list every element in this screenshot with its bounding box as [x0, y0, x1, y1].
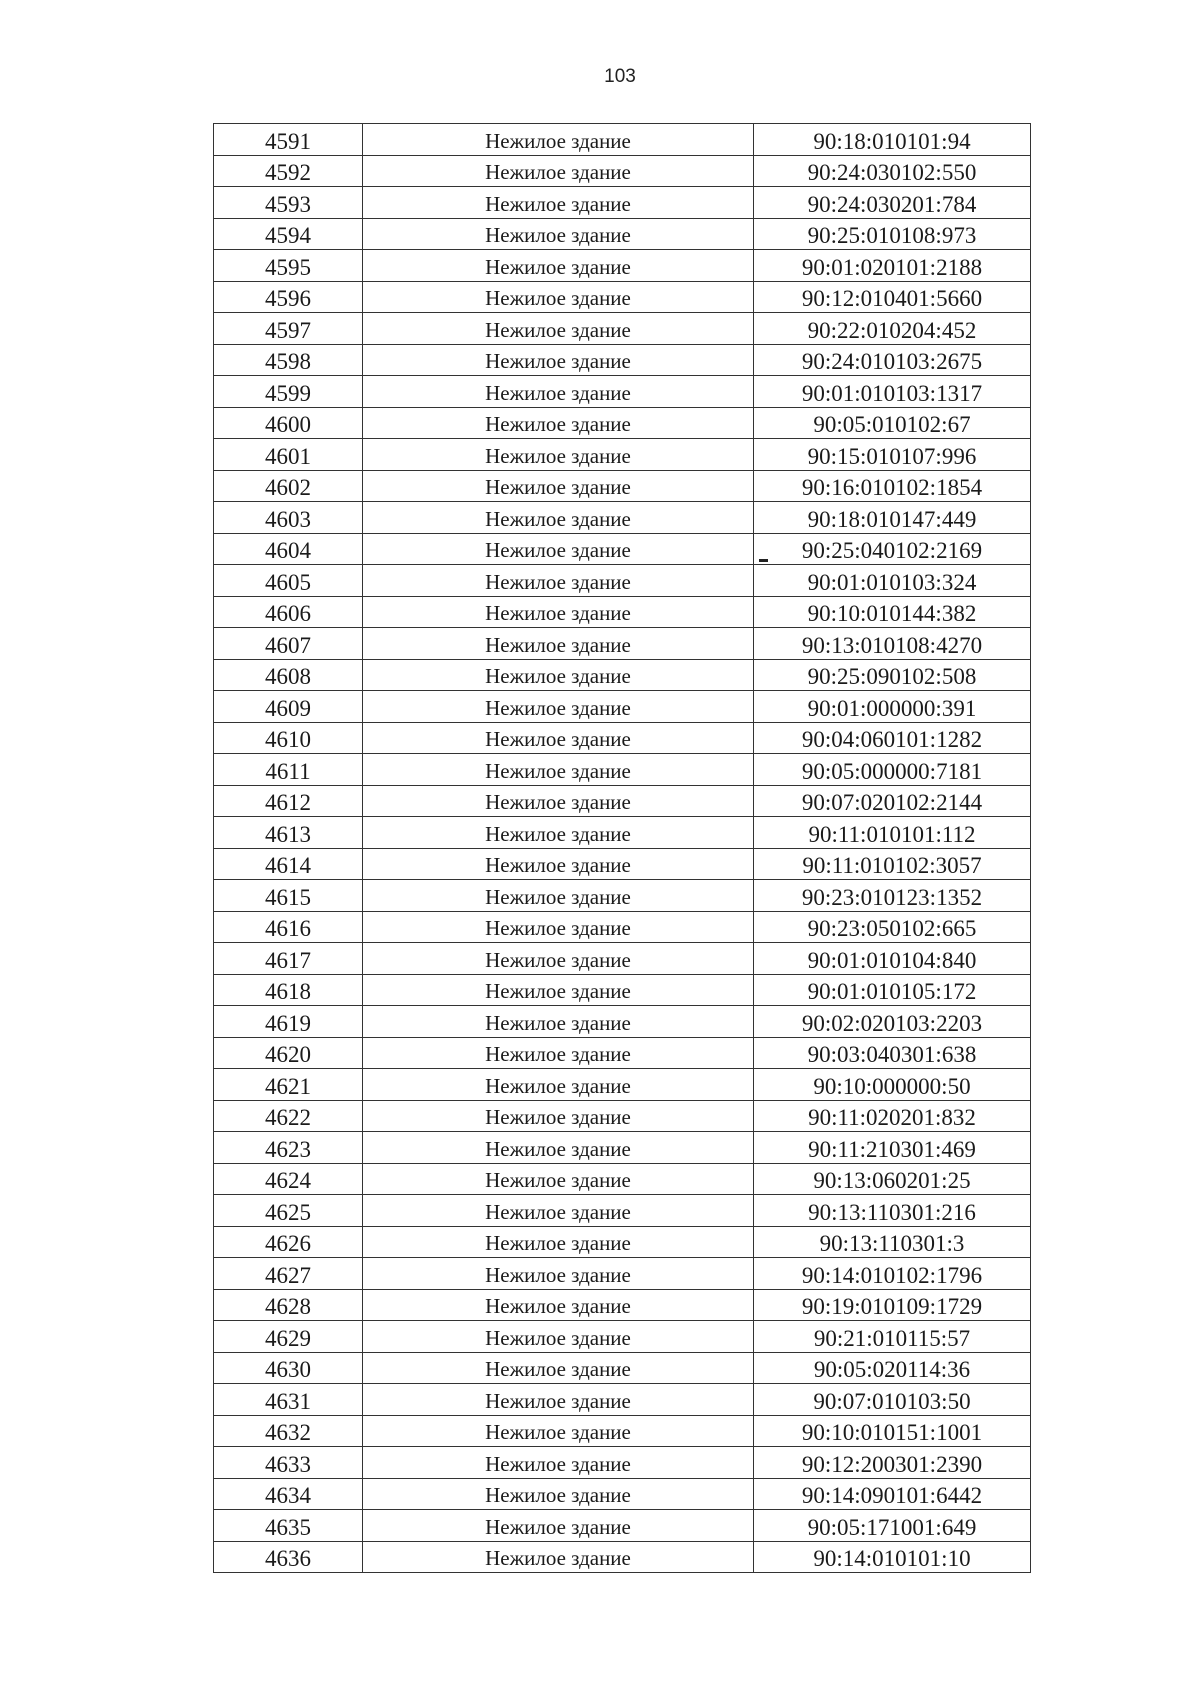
cadastral-number-cell: 90:19:010109:1729 — [754, 1289, 1031, 1321]
cadastral-number-cell: 90:01:010104:840 — [754, 943, 1031, 975]
row-number-cell: 4606 — [214, 596, 363, 628]
table-row — [214, 1006, 1031, 1038]
cadastral-number-cell: 90:13:010108:4270 — [754, 628, 1031, 660]
cadastral-number-cell: 90:01:000000:391 — [754, 691, 1031, 723]
row-number-cell: 4630 — [214, 1352, 363, 1384]
table-row — [214, 187, 1031, 219]
table-row — [214, 691, 1031, 723]
cadastral-number-cell: 90:05:000000:7181 — [754, 754, 1031, 786]
object-name-cell: Нежилое здание — [363, 1447, 754, 1479]
table-row — [214, 880, 1031, 912]
object-name-cell: Нежилое здание — [363, 1289, 754, 1321]
cadastral-number-cell: 90:21:010115:57 — [754, 1321, 1031, 1353]
table-row — [214, 565, 1031, 597]
cadastral-number-cell: 90:16:010102:1854 — [754, 470, 1031, 502]
object-name-cell: Нежилое здание — [363, 1163, 754, 1195]
object-name-cell: Нежилое здание — [363, 1321, 754, 1353]
object-name-cell: Нежилое здание — [363, 250, 754, 282]
cadastral-number-cell: 90:11:210301:469 — [754, 1132, 1031, 1164]
row-number-cell: 4614 — [214, 848, 363, 880]
row-number-cell: 4632 — [214, 1415, 363, 1447]
row-number-cell: 4595 — [214, 250, 363, 282]
object-name-cell: Нежилое здание — [363, 596, 754, 628]
cadastral-number-cell: 90:05:010102:67 — [754, 407, 1031, 439]
row-number-cell: 4610 — [214, 722, 363, 754]
object-name-cell: Нежилое здание — [363, 974, 754, 1006]
row-number-cell: 4629 — [214, 1321, 363, 1353]
table-row — [214, 596, 1031, 628]
row-number-cell: 4634 — [214, 1478, 363, 1510]
cadastral-number-cell: 90:12:010401:5660 — [754, 281, 1031, 313]
table-row — [214, 785, 1031, 817]
cadastral-number-cell: 90:23:010123:1352 — [754, 880, 1031, 912]
cadastral-number-cell: 90:10:000000:50 — [754, 1069, 1031, 1101]
object-name-cell: Нежилое здание — [363, 565, 754, 597]
row-number-cell: 4624 — [214, 1163, 363, 1195]
object-name-cell: Нежилое здание — [363, 1195, 754, 1227]
row-number-cell: 4594 — [214, 218, 363, 250]
cadastral-number-cell: 90:13:110301:3 — [754, 1226, 1031, 1258]
object-name-cell: Нежилое здание — [363, 1352, 754, 1384]
table-row — [214, 1415, 1031, 1447]
table-row — [214, 533, 1031, 565]
object-name-cell: Нежилое здание — [363, 470, 754, 502]
table-row — [214, 1510, 1031, 1542]
row-number-cell: 4617 — [214, 943, 363, 975]
row-number-cell: 4602 — [214, 470, 363, 502]
registry-table — [213, 123, 1031, 1573]
row-number-cell: 4616 — [214, 911, 363, 943]
cadastral-number-cell: 90:25:090102:508 — [754, 659, 1031, 691]
cadastral-number-cell: 90:07:010103:50 — [754, 1384, 1031, 1416]
row-number-cell: 4628 — [214, 1289, 363, 1321]
object-name-cell: Нежилое здание — [363, 659, 754, 691]
table-row — [214, 218, 1031, 250]
row-number-cell: 4609 — [214, 691, 363, 723]
cadastral-number-cell: 90:13:060201:25 — [754, 1163, 1031, 1195]
object-name-cell: Нежилое здание — [363, 1037, 754, 1069]
row-number-cell: 4622 — [214, 1100, 363, 1132]
table-row — [214, 1132, 1031, 1164]
row-number-cell: 4591 — [214, 124, 363, 156]
object-name-cell: Нежилое здание — [363, 722, 754, 754]
object-name-cell: Нежилое здание — [363, 754, 754, 786]
row-number-cell: 4612 — [214, 785, 363, 817]
cadastral-number-cell: 90:02:020103:2203 — [754, 1006, 1031, 1038]
row-number-cell: 4627 — [214, 1258, 363, 1290]
row-number-cell: 4604 — [214, 533, 363, 565]
row-number-cell: 4608 — [214, 659, 363, 691]
table-row — [214, 376, 1031, 408]
row-number-cell: 4619 — [214, 1006, 363, 1038]
table-row — [214, 470, 1031, 502]
table-row — [214, 1289, 1031, 1321]
cadastral-number-cell: 90:25:040102:2169 — [754, 533, 1031, 565]
table-row — [214, 439, 1031, 471]
cadastral-number-cell: 90:05:171001:649 — [754, 1510, 1031, 1542]
object-name-cell: Нежилое здание — [363, 691, 754, 723]
table-row — [214, 1541, 1031, 1573]
row-number-cell: 4597 — [214, 313, 363, 345]
row-number-cell: 4621 — [214, 1069, 363, 1101]
object-name-cell: Нежилое здание — [363, 313, 754, 345]
object-name-cell: Нежилое здание — [363, 1132, 754, 1164]
cadastral-number-cell: 90:11:010102:3057 — [754, 848, 1031, 880]
cadastral-number-cell: 90:10:010151:1001 — [754, 1415, 1031, 1447]
cadastral-number-cell: 90:01:010103:324 — [754, 565, 1031, 597]
cadastral-number-cell: 90:01:010103:1317 — [754, 376, 1031, 408]
row-number-cell: 4636 — [214, 1541, 363, 1573]
table-row — [214, 250, 1031, 282]
cadastral-number-cell: 90:24:010103:2675 — [754, 344, 1031, 376]
table-row — [214, 1069, 1031, 1101]
cadastral-number-cell: 90:24:030102:550 — [754, 155, 1031, 187]
object-name-cell: Нежилое здание — [363, 187, 754, 219]
object-name-cell: Нежилое здание — [363, 1100, 754, 1132]
cadastral-number-cell: 90:07:020102:2144 — [754, 785, 1031, 817]
row-number-cell: 4611 — [214, 754, 363, 786]
table-row — [214, 502, 1031, 534]
table-row — [214, 1384, 1031, 1416]
object-name-cell: Нежилое здание — [363, 218, 754, 250]
object-name-cell: Нежилое здание — [363, 376, 754, 408]
row-number-cell: 4626 — [214, 1226, 363, 1258]
row-number-cell: 4605 — [214, 565, 363, 597]
table-row — [214, 659, 1031, 691]
table-row — [214, 628, 1031, 660]
object-name-cell: Нежилое здание — [363, 880, 754, 912]
object-name-cell: Нежилое здание — [363, 1510, 754, 1542]
object-name-cell: Нежилое здание — [363, 1478, 754, 1510]
row-number-cell: 4603 — [214, 502, 363, 534]
row-number-cell: 4613 — [214, 817, 363, 849]
cadastral-number-cell: 90:22:010204:452 — [754, 313, 1031, 345]
table-row — [214, 1321, 1031, 1353]
row-number-cell: 4615 — [214, 880, 363, 912]
object-name-cell: Нежилое здание — [363, 817, 754, 849]
object-name-cell: Нежилое здание — [363, 1006, 754, 1038]
table-row — [214, 943, 1031, 975]
table-row — [214, 1478, 1031, 1510]
registry-table-body — [214, 124, 1031, 1573]
table-row — [214, 1163, 1031, 1195]
table-row — [214, 1258, 1031, 1290]
object-name-cell: Нежилое здание — [363, 1069, 754, 1101]
object-name-cell: Нежилое здание — [363, 124, 754, 156]
object-name-cell: Нежилое здание — [363, 1384, 754, 1416]
object-name-cell: Нежилое здание — [363, 1226, 754, 1258]
table-row — [214, 1447, 1031, 1479]
row-number-cell: 4601 — [214, 439, 363, 471]
cadastral-number-cell: 90:14:010102:1796 — [754, 1258, 1031, 1290]
table-row — [214, 313, 1031, 345]
row-number-cell: 4599 — [214, 376, 363, 408]
row-number-cell: 4593 — [214, 187, 363, 219]
table-row — [214, 848, 1031, 880]
object-name-cell: Нежилое здание — [363, 1415, 754, 1447]
cadastral-number-cell: 90:23:050102:665 — [754, 911, 1031, 943]
table-row — [214, 817, 1031, 849]
cadastral-number-cell: 90:14:010101:10 — [754, 1541, 1031, 1573]
row-number-cell: 4620 — [214, 1037, 363, 1069]
object-name-cell: Нежилое здание — [363, 848, 754, 880]
row-number-cell: 4625 — [214, 1195, 363, 1227]
table-row — [214, 1037, 1031, 1069]
table-row — [214, 344, 1031, 376]
cadastral-number-cell: 90:13:110301:216 — [754, 1195, 1031, 1227]
cadastral-number-cell: 90:25:010108:973 — [754, 218, 1031, 250]
cadastral-number-cell: 90:24:030201:784 — [754, 187, 1031, 219]
object-name-cell: Нежилое здание — [363, 407, 754, 439]
cadastral-number-cell: 90:14:090101:6442 — [754, 1478, 1031, 1510]
cadastral-number-cell: 90:18:010147:449 — [754, 502, 1031, 534]
cadastral-number-cell: 90:01:020101:2188 — [754, 250, 1031, 282]
table-row — [214, 722, 1031, 754]
table-row — [214, 1226, 1031, 1258]
cadastral-number-cell: 90:11:010101:112 — [754, 817, 1031, 849]
object-name-cell: Нежилое здание — [363, 155, 754, 187]
object-name-cell: Нежилое здание — [363, 1258, 754, 1290]
cadastral-number-cell: 90:15:010107:996 — [754, 439, 1031, 471]
object-name-cell: Нежилое здание — [363, 344, 754, 376]
table-row — [214, 1352, 1031, 1384]
row-number-cell: 4633 — [214, 1447, 363, 1479]
cadastral-number-cell: 90:01:010105:172 — [754, 974, 1031, 1006]
cadastral-number-cell: 90:03:040301:638 — [754, 1037, 1031, 1069]
object-name-cell: Нежилое здание — [363, 439, 754, 471]
table-row — [214, 1195, 1031, 1227]
row-number-cell: 4592 — [214, 155, 363, 187]
row-number-cell: 4635 — [214, 1510, 363, 1542]
scan-mark — [759, 559, 768, 562]
row-number-cell: 4596 — [214, 281, 363, 313]
cadastral-number-cell: 90:18:010101:94 — [754, 124, 1031, 156]
row-number-cell: 4607 — [214, 628, 363, 660]
object-name-cell: Нежилое здание — [363, 281, 754, 313]
object-name-cell: Нежилое здание — [363, 911, 754, 943]
table-row — [214, 754, 1031, 786]
page-number: 103 — [604, 66, 636, 87]
table-row — [214, 407, 1031, 439]
row-number-cell: 4623 — [214, 1132, 363, 1164]
object-name-cell: Нежилое здание — [363, 785, 754, 817]
table-row — [214, 911, 1031, 943]
table-row — [214, 1100, 1031, 1132]
table-row — [214, 124, 1031, 156]
object-name-cell: Нежилое здание — [363, 533, 754, 565]
row-number-cell: 4618 — [214, 974, 363, 1006]
cadastral-number-cell: 90:11:020201:832 — [754, 1100, 1031, 1132]
object-name-cell: Нежилое здание — [363, 628, 754, 660]
table-row — [214, 281, 1031, 313]
cadastral-number-cell: 90:05:020114:36 — [754, 1352, 1031, 1384]
object-name-cell: Нежилое здание — [363, 502, 754, 534]
table-row — [214, 155, 1031, 187]
row-number-cell: 4631 — [214, 1384, 363, 1416]
cadastral-number-cell: 90:10:010144:382 — [754, 596, 1031, 628]
row-number-cell: 4598 — [214, 344, 363, 376]
object-name-cell: Нежилое здание — [363, 1541, 754, 1573]
row-number-cell: 4600 — [214, 407, 363, 439]
cadastral-number-cell: 90:04:060101:1282 — [754, 722, 1031, 754]
table-row — [214, 974, 1031, 1006]
cadastral-number-cell: 90:12:200301:2390 — [754, 1447, 1031, 1479]
object-name-cell: Нежилое здание — [363, 943, 754, 975]
